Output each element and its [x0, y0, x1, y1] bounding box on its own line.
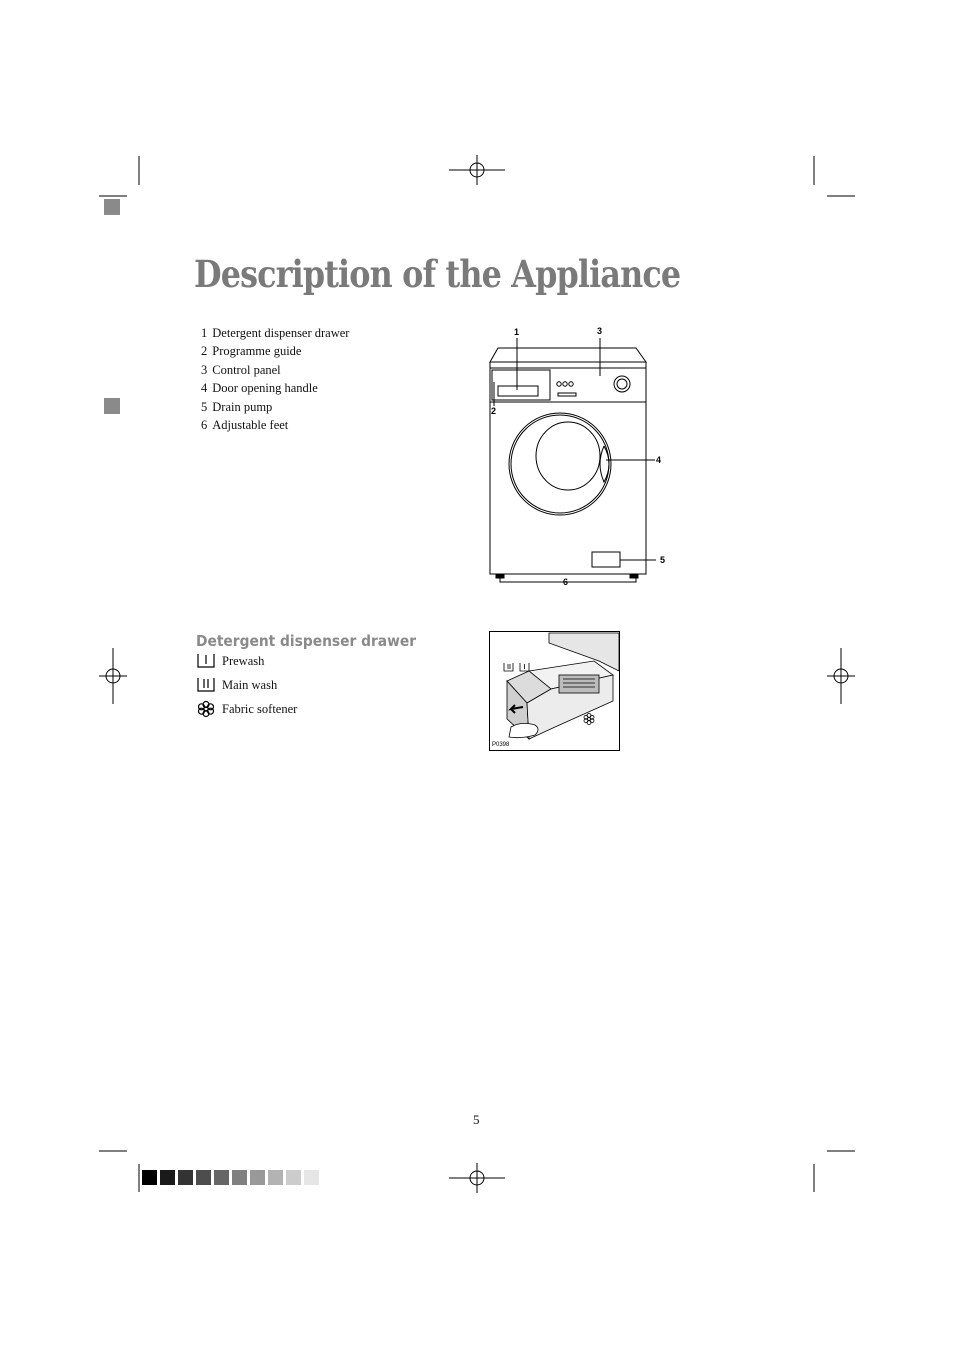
prewash-compartment-icon — [196, 652, 216, 670]
margin-marker-top — [104, 199, 120, 215]
gray-swatch — [250, 1170, 265, 1185]
callout-4: 4 — [656, 455, 662, 465]
gray-swatch — [178, 1170, 193, 1185]
photo-code-label: P0398 — [492, 742, 510, 748]
fabric-softener-flower-icon — [196, 700, 216, 718]
gray-swatch — [304, 1170, 319, 1185]
list-item: 5 Drain pump — [201, 399, 273, 414]
list-item: 3 Control panel — [201, 362, 281, 377]
list-item: 6 Adjustable feet — [201, 418, 289, 433]
margin-marker-middle — [104, 398, 120, 414]
legend-item-fabric-softener: Fabric softener — [196, 700, 297, 718]
callout-2: 2 — [491, 406, 497, 416]
list-item: 4 Door opening handle — [201, 381, 318, 396]
callout-5: 5 — [660, 555, 666, 565]
parts-list — [201, 324, 349, 434]
gray-swatch — [196, 1170, 211, 1185]
washing-machine-diagram — [480, 320, 680, 590]
gray-swatch — [142, 1170, 157, 1185]
page-title: Description of the Appliance — [194, 252, 681, 296]
callout-3: 3 — [597, 326, 603, 336]
main-wash-compartment-icon — [196, 676, 216, 694]
page-number: 5 — [473, 1112, 480, 1127]
gray-swatch — [286, 1170, 301, 1185]
list-item: 1 Detergent dispenser drawer — [201, 326, 350, 340]
callout-1: 1 — [514, 327, 520, 337]
list-item: 2 Programme guide — [201, 344, 302, 359]
gray-swatch — [160, 1170, 175, 1185]
legend-item-main-wash: Main wash — [196, 676, 277, 694]
dispenser-drawer-illustration — [489, 631, 620, 751]
callout-6: 6 — [563, 577, 569, 587]
gray-swatch — [214, 1170, 229, 1185]
gray-swatch — [232, 1170, 247, 1185]
legend-item-prewash: Prewash — [196, 652, 264, 670]
gray-swatch — [268, 1170, 283, 1185]
section-heading: Detergent dispenser drawer — [196, 632, 417, 650]
